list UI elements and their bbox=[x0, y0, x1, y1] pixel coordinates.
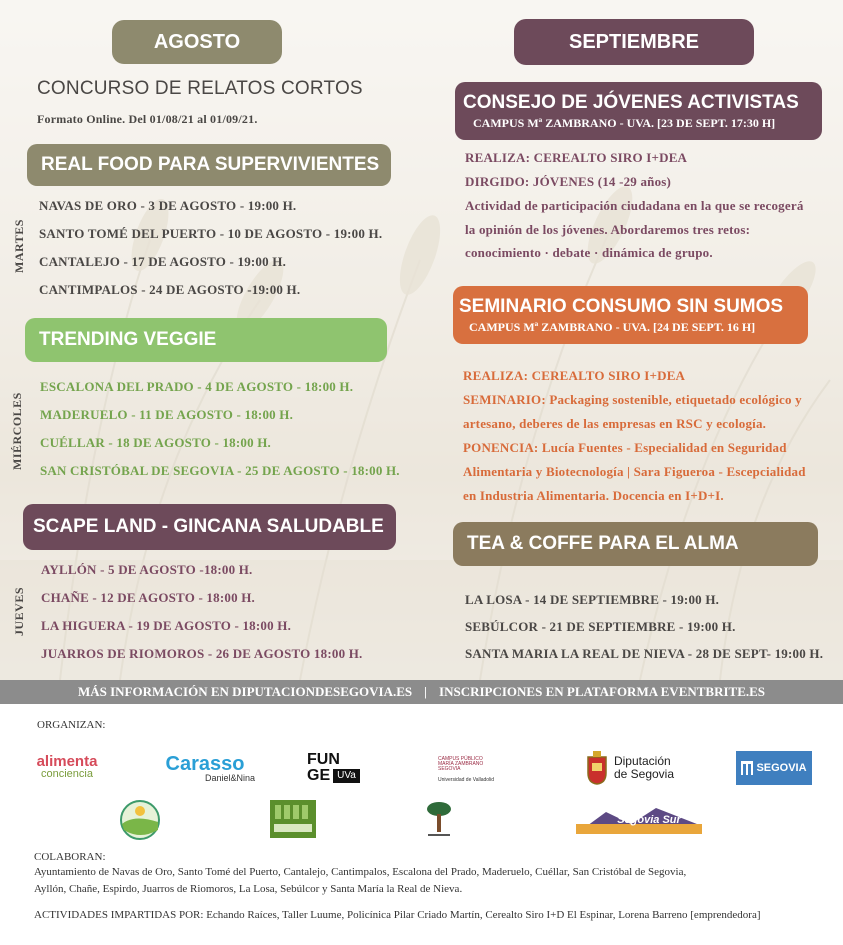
consejo-line-1: REALIZA: CEREALTO SIRO I+DEA bbox=[465, 150, 688, 165]
colaboran-text-2: Ayllón, Chañe, Espirdo, Juarros de Riomoros, La Losa, Sebúlcor y Santa María la Real de Nieva. bbox=[34, 883, 463, 895]
tree-logo bbox=[424, 800, 454, 840]
trending-veggie-header: TRENDING VEGGIE bbox=[25, 318, 387, 362]
diputacion-segovia-logo bbox=[580, 748, 680, 788]
coat-of-arms-icon bbox=[586, 751, 608, 785]
carasso-word: Carasso bbox=[165, 752, 245, 775]
campus-line-2: MARÍA ZAMBRANO bbox=[438, 760, 484, 767]
seminario-subtitle: CAMPUS Mª ZAMBRANO - UVA. [24 DE SEPT. 16 H] bbox=[469, 319, 756, 334]
real-food-header: REAL FOOD PARA SUPERVIVIENTES bbox=[27, 144, 391, 186]
funge-bottom bbox=[307, 768, 360, 784]
real-food-item-4: CANTIMPALOS - 24 DE AGOSTO -19:00 H. bbox=[39, 282, 301, 297]
contest-title: CONCURSO DE RELATOS CORTOS bbox=[37, 78, 363, 99]
green-landscape-logo bbox=[120, 800, 160, 840]
tea-item-2: SEBÚLCOR - 21 DE SEPTIEMBRE - 19:00 H. bbox=[465, 619, 736, 634]
real-food-item-2: SANTO TOMÉ DEL PUERTO - 10 DE AGOSTO - 19:00 H. bbox=[39, 226, 383, 241]
seminario-title: SEMINARIO CONSUMO SIN SUMOS bbox=[459, 295, 784, 317]
funge-top: FUN bbox=[307, 751, 340, 768]
consejo-line-5: conocimiento · debate · dinámica de grupo. bbox=[465, 245, 713, 260]
seminario-line-4: PONENCIA: Lucía Fuentes - Especialidad en Seguridad bbox=[463, 440, 787, 455]
diputacion-word: Diputación bbox=[613, 753, 671, 768]
contest-subtitle: Formato Online. Del 01/08/21 al 01/09/21. bbox=[37, 112, 258, 126]
segovia-sur-logo bbox=[576, 806, 702, 834]
de-segovia-word: de Segovia bbox=[613, 767, 675, 781]
nordeste-segovia-logo bbox=[270, 800, 316, 838]
seminario-header bbox=[453, 286, 808, 344]
tea-coffe-header: TEA & COFFE PARA EL ALMA bbox=[453, 522, 818, 566]
segovia-sur-word: Segovia Sur bbox=[617, 814, 681, 826]
scape-land-item-1: AYLLÓN - 5 DE AGOSTO -18:00 H. bbox=[41, 562, 253, 577]
colaboran-text-1: Ayuntamiento de Navas de Oro, Santo Tomé del Puerto, Cantalejo, Cantimpalos, Escalona del Prado, Maderuelo, Cuéllar, San Cristóbal de Segovia, bbox=[34, 866, 687, 878]
info-registration: INSCRIPCIONES EN PLATAFORMA EVENTBRITE.ES bbox=[439, 684, 766, 699]
info-separator: | bbox=[424, 684, 428, 699]
segovia-word: SEGOVIA bbox=[756, 762, 807, 774]
seminario-line-2: SEMINARIO: Packaging sostenible, etiquetado ecológico y bbox=[463, 392, 802, 407]
consejo-title: CONSEJO DE JÓVENES ACTIVISTAS bbox=[463, 91, 799, 113]
funge-ge: GE bbox=[307, 767, 331, 784]
consejo-line-3: Actividad de participación ciudadana en la que se recogerá bbox=[465, 198, 804, 213]
campus-maria-zambrano-logo bbox=[438, 750, 510, 790]
seminario-line-3: artesano, deberes de las empresas en RSC y ecología. bbox=[463, 416, 767, 431]
trending-veggie-item-1: ESCALONA DEL PRADO - 4 DE AGOSTO - 18:00 H. bbox=[40, 379, 354, 394]
tea-item-3: SANTA MARIA LA REAL DE NIEVA - 28 DE SEPT- 19:00 H. bbox=[465, 646, 824, 661]
consejo-line-2: DIRGIDO: JÓVENES (14 -29 años) bbox=[465, 174, 672, 189]
info-website: MÁS INFORMACIÓN EN DIPUTACIONDESEGOVIA.ES bbox=[77, 684, 413, 699]
funge-uva-logo bbox=[307, 750, 377, 786]
info-bar bbox=[0, 680, 843, 704]
scape-land-item-4: JUARROS DE RIOMOROS - 26 DE AGOSTO 18:00 H. bbox=[41, 646, 363, 661]
organizan-label: ORGANIZAN: bbox=[37, 719, 106, 731]
actividades-text: Echando Raíces, Taller Luume, Policínica Pilar Criado Martín, Cerealto Siro I+D El Espinar, Lorena Barreno [emprendedora] bbox=[206, 909, 761, 921]
carasso-logo bbox=[155, 748, 255, 788]
trending-veggie-item-2: MADERUELO - 11 DE AGOSTO - 18:00 H. bbox=[40, 407, 294, 422]
day-label-miercoles: MIÉRCOLES bbox=[10, 392, 24, 470]
real-food-item-3: CANTALEJO - 17 DE AGOSTO - 19:00 H. bbox=[39, 254, 287, 269]
trending-veggie-item-4: SAN CRISTÓBAL DE SEGOVIA - 25 DE AGOSTO - 18:00 H. bbox=[40, 463, 400, 478]
actividades-line bbox=[34, 909, 761, 921]
seminario-line-1: REALIZA: CEREALTO SIRO I+DEA bbox=[463, 368, 686, 383]
aqueduct-icon bbox=[741, 761, 753, 775]
actividades-label: ACTIVIDADES IMPARTIDAS POR: bbox=[34, 909, 204, 921]
month-septiembre-badge: SEPTIEMBRE bbox=[514, 19, 754, 65]
campus-line-1: CAMPUS PÚBLICO bbox=[438, 755, 483, 762]
month-agosto-badge: AGOSTO bbox=[112, 20, 282, 64]
alimenta-word: alimenta bbox=[36, 753, 98, 770]
day-label-jueves: JUEVES bbox=[12, 586, 26, 636]
consejo-subtitle: CAMPUS Mª ZAMBRANO - UVA. [23 DE SEPT. 17:30 H] bbox=[473, 115, 776, 130]
real-food-item-1: NAVAS DE ORO - 3 DE AGOSTO - 19:00 H. bbox=[39, 198, 297, 213]
scape-land-header: SCAPE LAND - GINCANA SALUDABLE bbox=[23, 504, 396, 550]
colaboran-label: COLABORAN: bbox=[34, 851, 106, 863]
diputacion-text bbox=[614, 755, 674, 781]
tea-item-1: LA LOSA - 14 DE SEPTIEMBRE - 19:00 H. bbox=[465, 592, 720, 607]
seminario-line-6: en Industria Alimentaria. Docencia en I+D+I. bbox=[463, 488, 724, 503]
campus-line-4: Universidad de Valladolid bbox=[438, 777, 495, 784]
scape-land-item-2: CHAÑE - 12 DE AGOSTO - 18:00 H. bbox=[41, 590, 255, 605]
seminario-line-5: Alimentaria y Biotecnología | Sara Figueroa - Escepcialidad bbox=[463, 464, 806, 479]
day-label-martes: MARTES bbox=[12, 219, 26, 273]
carasso-subword: Daniel&Nina bbox=[204, 772, 255, 783]
funge-uva-badge: UVa bbox=[333, 769, 360, 783]
consejo-line-4: la opinión de los jóvenes. Abordaremos tres retos: bbox=[465, 222, 751, 237]
consejo-header bbox=[455, 82, 822, 140]
segovia-city-logo bbox=[736, 751, 812, 785]
scape-land-item-3: LA HIGUERA - 19 DE AGOSTO - 18:00 H. bbox=[41, 618, 292, 633]
trending-veggie-item-3: CUÉLLAR - 18 DE AGOSTO - 18:00 H. bbox=[40, 435, 271, 450]
campus-line-3: SEGOVIA bbox=[438, 766, 461, 772]
alimenta-conciencia-logo bbox=[24, 752, 110, 782]
conciencia-word: conciencia bbox=[41, 768, 93, 780]
